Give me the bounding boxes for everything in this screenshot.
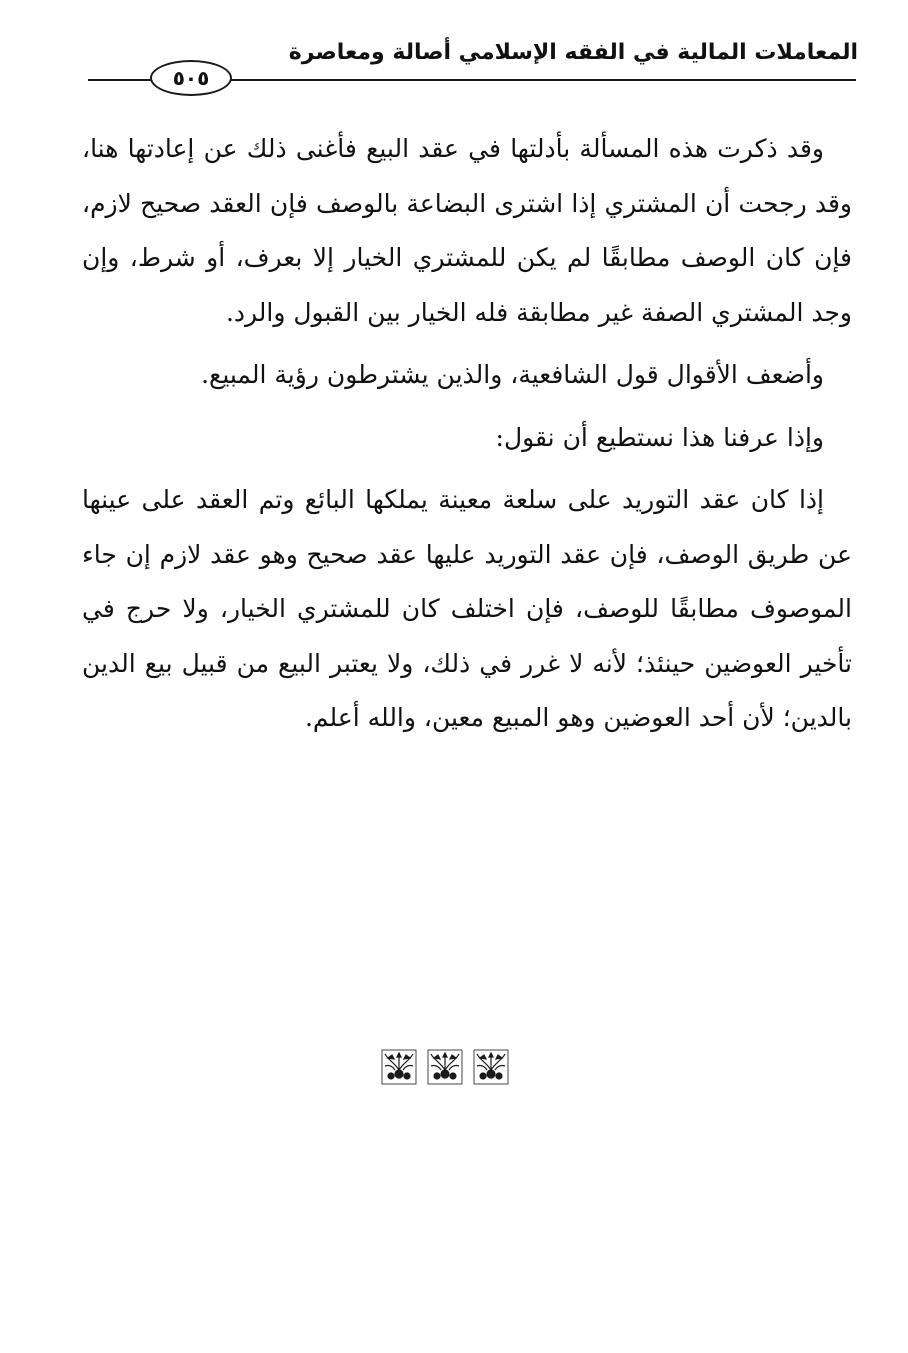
floral-ornament-icon (380, 1048, 418, 1086)
paragraph: إذا كان عقد التوريد على سلعة معينة يملكها البائع وتم العقد على عينها عن طريق الوصف، فإن عقد التوريد عليها عقد صحيح وهو عقد لازم إن جاء الموصوف مطابقًا للوصف، فإن اختلف كان للمشتري الخيار، ولا حرج في تأخير العوضين حينئذ؛ لأنه لا غرر في ذلك، ولا يعتبر البيع من قبيل بيع الدين بالدين؛ لأن أحد العوضين وهو المبيع معين، والله أعلم. (82, 485, 852, 732)
section-end-ornament (380, 1048, 510, 1086)
paragraph: وقد ذكرت هذه المسألة بأدلتها في عقد البيع فأغنى ذلك عن إعادتها هنا، وقد رجحت أن المشتري إذا اشترى البضاعة بالوصف فإن العقد صحيح لازم، فإن كان الوصف مطابقًا لم يكن للمشتري الخيار إلا بعرف، أو شرط، وإن وجد المشتري الصفة غير مطابقة فله الخيار بين القبول والرد. (82, 134, 852, 327)
paragraph: وأضعف الأقوال قول الشافعية، والذين يشترطون رؤية المبيع. (201, 360, 824, 389)
running-title: المعاملات المالية في الفقه الإسلامي أصالة ومعاصرة (288, 40, 858, 65)
floral-ornament-icon (426, 1048, 464, 1086)
page-number-badge (150, 60, 232, 96)
paragraph: وإذا عرفنا هذا نستطيع أن نقول: (495, 422, 824, 452)
floral-ornament-icon (472, 1048, 510, 1086)
page-number: ٥٠٥ (172, 66, 210, 90)
body-text (82, 122, 852, 746)
